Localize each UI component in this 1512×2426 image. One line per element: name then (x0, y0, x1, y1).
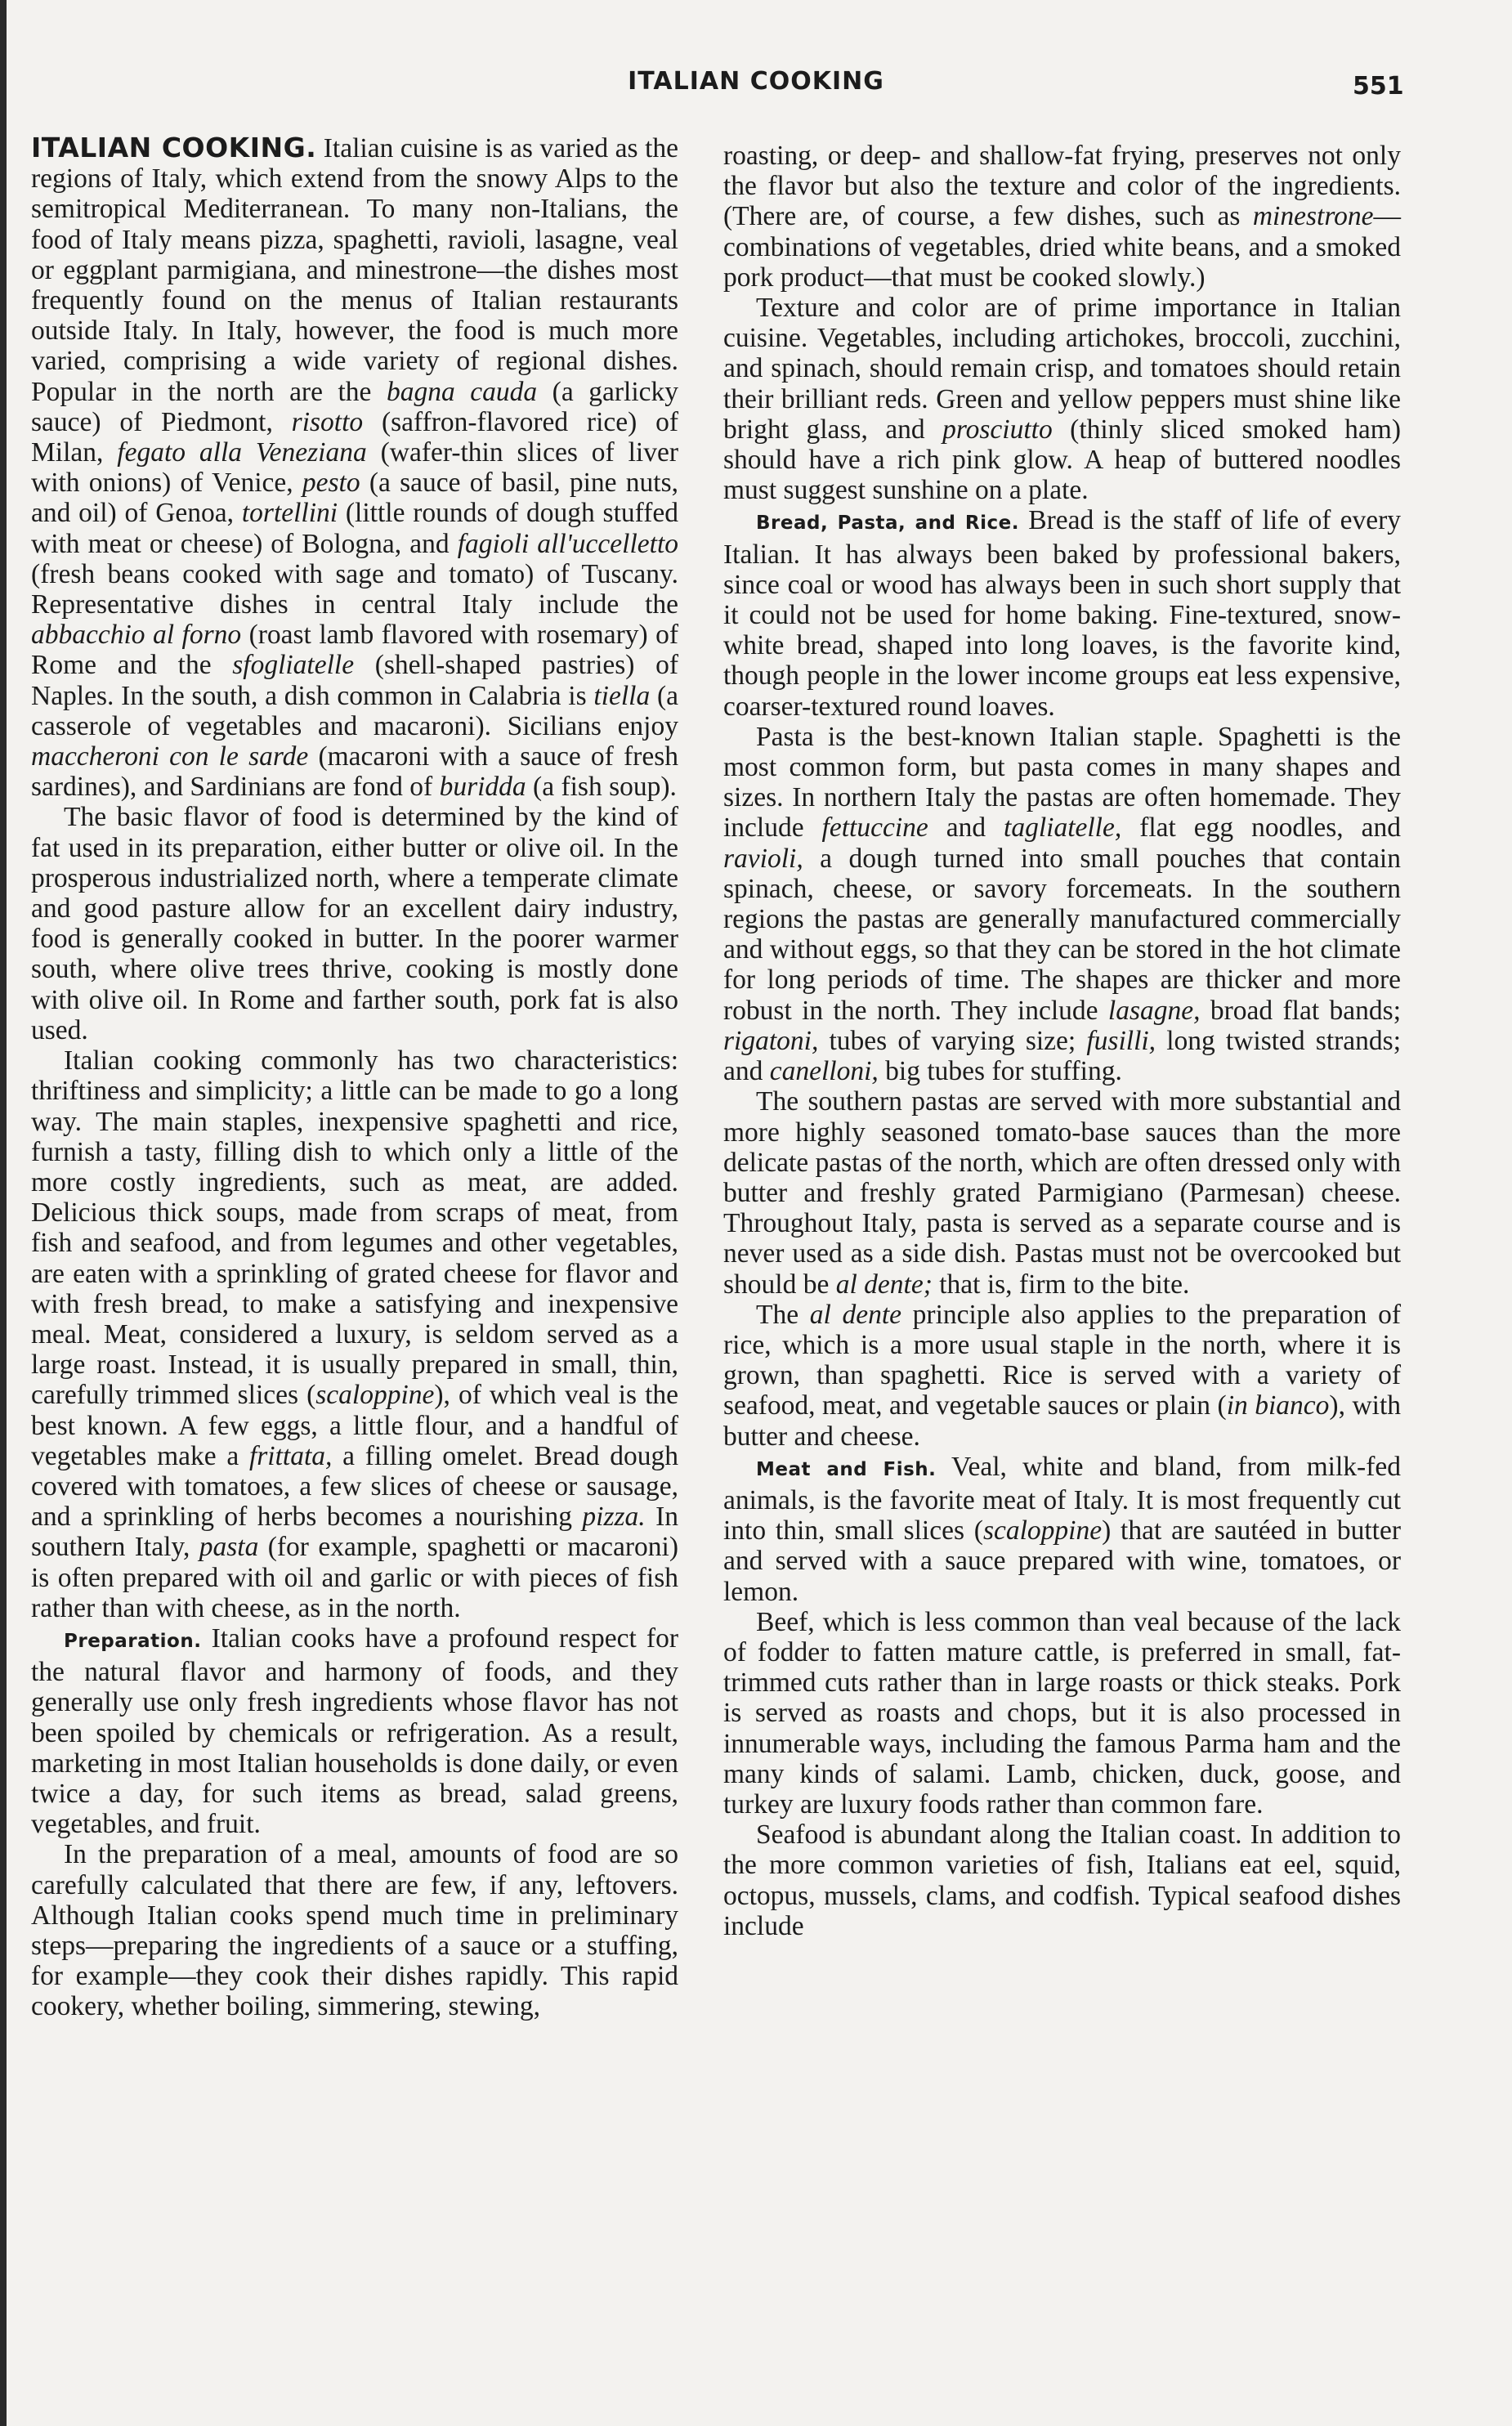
italic-term: al dente; (835, 1269, 933, 1300)
text-run: (macaroni with a sauce of fresh sardines), and Sardinians are fond of (31, 741, 678, 803)
text-run: (a sauce of basil, pine nuts, and oil) of Genoa, (31, 468, 678, 529)
text-run: ), with butter and cheese. (723, 1390, 1402, 1452)
text-run: long twisted strands; and (723, 1025, 1402, 1087)
text-run: (saffron-flavored rice) of Milan, (31, 406, 678, 468)
text-run: Beef, which is less common than veal because of the lack of fodder to fatten mature cattle, is preferred in small, fat-trimmed cuts rather than in large roasts or thick steaks. Pork is served as roasts and chops, but it is also processed in innumerable ways, including the famous Parma ham and the many kinds of salami. Lamb, chicken, duck, goose, and turkey are luxury foods rather than common fare. (723, 1606, 1401, 1820)
paragraph (723, 1452, 1401, 1607)
italic-term: scaloppine (315, 1380, 435, 1411)
paragraph (723, 1820, 1401, 1941)
text-run: Pasta is the best-known Italian staple. Spaghetti is the most common form, but pasta comes in many shapes and sizes. In northern Italy the pastas are often homemade. They include (723, 721, 1401, 844)
italic-term: canelloni, (769, 1056, 879, 1087)
text-run: Italian cooks have a profound respect for the natural flavor and harmony of foods, and they generally use only fresh ingredients whose flavor has not been spoiled by chemicals or refrigeration. As a result, marketing in most Italian households is done daily, or even twice a day, for such items as bread, salad greens, vegetables, and fruit. (31, 1623, 678, 1840)
section-heading: Preparation. (64, 1630, 202, 1652)
italic-term: buridda (439, 772, 526, 803)
text-run: ), of which veal is the best known. A few eggs, a little flour, and a handful of vegetables make a (31, 1380, 679, 1471)
paragraph (31, 1839, 678, 2021)
text-run: Seafood is abundant along the Italian coast. In addition to the more common varieties of fish, Italians eat eel, squid, octopus, mussels, clams, and codfish. Typical seafood dishes include (723, 1820, 1401, 1941)
paragraph (31, 1045, 678, 1623)
text-run: (little rounds of dough stuffed with meat or cheese) of Bologna, and (31, 498, 678, 559)
text-run: (for example, spaghetti or macaroni) is often prepared with oil and garlic or with pieces of fish rather than with cheese, as in the north. (31, 1532, 679, 1623)
right-column (723, 141, 1401, 1941)
italic-term: abbacchio al forno (31, 620, 242, 651)
paragraph (31, 132, 678, 802)
text-run: —combinations of vegetables, dried white beans, and a smoked pork product—that must be cooked slowly.) (723, 201, 1401, 293)
italic-term: tiella (593, 680, 651, 711)
italic-term: scaloppine (982, 1515, 1103, 1546)
italic-term: frittata, (248, 1440, 333, 1471)
italic-term: pesto (302, 468, 360, 499)
italic-term: maccheroni con le sarde (31, 741, 309, 772)
page-number: 551 (1353, 72, 1404, 101)
text-run: (roast lamb flavored with rosemary) of Rome and the (31, 620, 678, 681)
text-run: flat egg noodles, and (1121, 812, 1401, 844)
text-run: a filling omelet. Bread dough covered with tomatoes, a few slices of cheese or sausage, and a sprinkling of herbs becomes a nourishing (31, 1440, 678, 1533)
text-run: and (928, 812, 1004, 844)
text-run: a dough turned into small pouches that contain spinach, cheese, or savory forcemeats. In the southern regions the pastas are generally manufactured commercially and without eggs, so that they can be stored in the hot climate for long periods of time. The shapes are thicker and more robust in the north. They include (723, 843, 1401, 1026)
text-run: that is, firm to the bite. (932, 1269, 1190, 1300)
text-run: big tubes for stuffing. (878, 1056, 1122, 1087)
paragraph (723, 1086, 1401, 1299)
text-run: The (756, 1299, 810, 1330)
italic-term: sfogliatelle (232, 650, 355, 681)
text-run: ) that are sautéed in butter and served with a sauce prepared with wine, tomatoes, or lemon. (723, 1515, 1402, 1607)
section-heading: Meat and Fish. (756, 1458, 937, 1480)
text-run: (wafer-thin slices of liver with onions) of Venice, (31, 437, 678, 499)
italic-term: tagliatelle, (1004, 812, 1122, 844)
italic-term: prosciutto (942, 414, 1053, 445)
text-run: principle also applies to the preparation of rice, which is a more usual staple in the north, where it is grown, than spaghetti. Rice is served with a variety of seafood, meat, and vegetable sauces or plain ( (723, 1299, 1401, 1421)
italic-term: lasagne, (1107, 995, 1201, 1026)
italic-term: pizza. (582, 1502, 646, 1533)
italic-term: fusilli, (1086, 1025, 1156, 1056)
paragraph (31, 802, 678, 1045)
section-heading: Bread, Pasta, and Rice. (756, 513, 1019, 535)
text-run: roasting, or deep- and shallow-fat frying, preserves not only the flavor but also the texture and color of the ingredients. (There are, of course, a few dishes, such as (723, 141, 1401, 232)
italic-term: in bianco (1226, 1390, 1330, 1421)
paragraph (723, 722, 1401, 1086)
text-run: In southern Italy, (31, 1502, 679, 1563)
italic-term: fagioli all'uccelletto (457, 528, 678, 559)
left-column (31, 132, 678, 2022)
text-run: Italian cooking commonly has two characteristics: thriftiness and simplicity; a little can be made to go a long way. The main staples, inexpensive spaghetti and rice, furnish a tasty, filling dish to which only a little of the more costly ingredients, such as meat, are added. Delicious thick soups, made from scraps of meat, from fish and seafood, and from legumes and other vegetables, are eaten with a sprinkling of grated cheese for flavor and with fresh bread, to make a satisfying and inexpensive meal. Meat, considered a luxury, is seldom served as a large roast. Instead, it is usually prepared in small, thin, carefully trimmed slices ( (31, 1045, 678, 1411)
italic-term: bagna cauda (386, 376, 538, 407)
italic-term: al dente (809, 1299, 902, 1330)
paragraph (723, 505, 1401, 721)
text-run: Veal, white and bland, from milk-fed animals, is the favorite meat of Italy. It is most frequently cut into thin, small slices ( (723, 1451, 1401, 1546)
running-head: ITALIAN COOKING (628, 67, 884, 96)
text-run: (a fish soup). (526, 772, 677, 803)
text-run: In the preparation of a meal, amounts of food are so carefully calculated that there are few, if any, leftovers. Although Italian cooks spend much time in preliminary steps—preparing the ingredients of a sauce or a stuffing, for example—they cook their dishes rapidly. This rapid cookery, whether boiling, simmering, stewing, (31, 1839, 678, 2022)
text-run: Italian cuisine is as varied as the regions of Italy, which extend from the snowy Alps to the semitropical Mediterranean. To many non-Italians, the food of Italy means pizza, spaghetti, ravioli, lasagne, veal or eggplant parmigiana, and minestrone—the dishes most frequently found on the menus of Italian restaurants outside Italy. In Italy, however, the food is much more varied, comprising a wide variety of regional dishes. Popular in the north are the (31, 133, 678, 407)
italic-term: rigatoni, (723, 1025, 819, 1056)
italic-term: pasta (199, 1532, 259, 1563)
italic-term: minestrone (1252, 201, 1374, 232)
text-run: Texture and color are of prime importance in Italian cuisine. Vegetables, including artichokes, broccoli, zucchini, and spinach, should remain crisp, and tomatoes should retain their brilliant reds. Green and yellow peppers must shine like bright glass, and (723, 293, 1401, 445)
paragraph (723, 141, 1401, 293)
text-run: tubes of varying size; (818, 1025, 1087, 1056)
text-run: (fresh beans cooked with sage and tomato) of Tuscany. Representative dishes in central Italy include the (31, 558, 678, 620)
italic-term: tortellini (241, 498, 338, 529)
scan-edge (0, 0, 7, 2426)
article-title: ITALIAN COOKING. (31, 132, 317, 163)
paragraph (723, 293, 1401, 505)
paragraph (723, 1607, 1401, 1820)
italic-term: ravioli, (723, 843, 803, 874)
paragraph (31, 1623, 678, 1839)
text-run: (thinly sliced smoked ham) should have a rich pink glow. A heap of buttered noodles must suggest sunshine on a plate. (723, 414, 1401, 506)
italic-term: fettuccine (821, 812, 928, 844)
text-run: The southern pastas are served with more substantial and more highly seasoned tomato-base sauces than the more delicate pastas of the north, which are often dressed only with butter and freshly grated Parmigiano (Parmesan) cheese. Throughout Italy, pasta is served as a separate course and is never used as a side dish. Pastas must not be overcooked but should be (723, 1086, 1401, 1300)
text-run: (a casserole of vegetables and macaroni). Sicilians enjoy (31, 680, 678, 741)
text-run: (shell-shaped pastries) of Naples. In the south, a dish common in Calabria is (31, 650, 678, 711)
italic-term: fegato alla Veneziana (117, 437, 367, 468)
text-run: broad flat bands; (1200, 995, 1401, 1026)
italic-term: risotto (291, 406, 364, 437)
text-run: The basic flavor of food is determined by the kind of fat used in its preparation, either butter or olive oil. In the prosperous industrialized north, where a temperate climate and good pasture allow for an excellent dairy industry, food is generally cooked in butter. In the poorer warmer south, where olive trees thrive, cooking is mostly done with olive oil. In Rome and farther south, pork fat is also used. (31, 802, 678, 1045)
paragraph (723, 1300, 1401, 1452)
text-run: (a garlicky sauce) of Piedmont, (31, 376, 678, 437)
text-run: Bread is the staff of life of every Italian. It has always been baked by professional bakers, since coal or wood has always been in such short supply that it could not be used for home baking. Fine-textured, snow-white bread, shaped into long loaves, is the favorite kind, though people in the lower income groups eat less expensive, coarser-textured round loaves. (723, 505, 1401, 722)
